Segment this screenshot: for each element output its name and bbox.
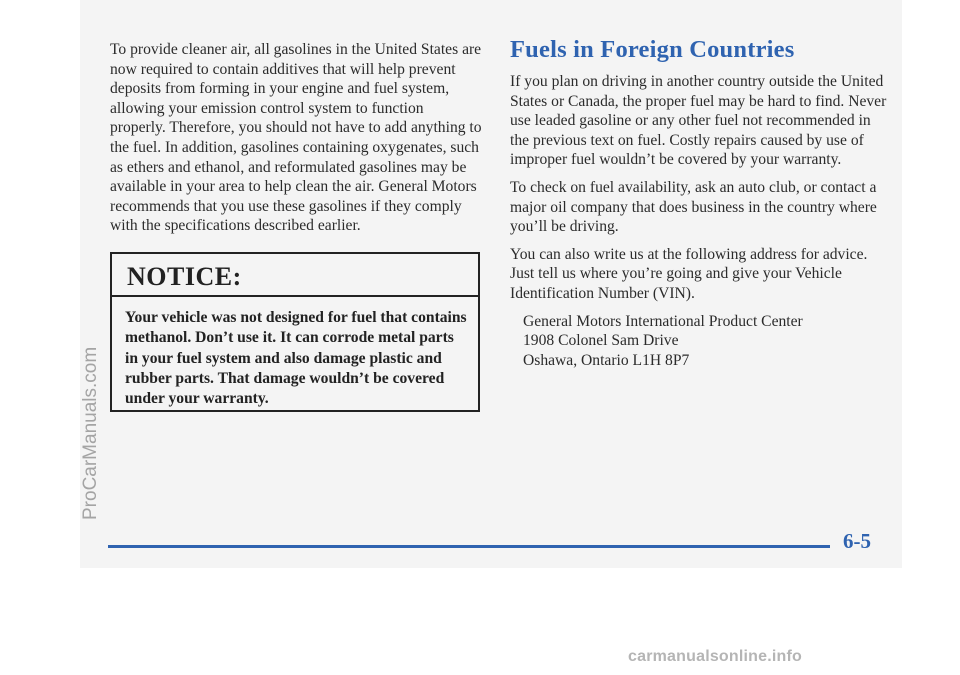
paragraph-foreign-fuel: If you plan on driving in another country outside the United States or Canada, the proper fuel may be hard to find. Never use leaded gasoline or any other fuel not recommended in the previous text on fuel. Costly repairs caused by use of improper fuel wouldn’t be covered by your warranty. xyxy=(510,73,887,169)
side-watermark-text: ProCarManuals.com xyxy=(80,346,101,520)
paragraph-fuel-availability: To check on fuel availability, ask an auto club, or contact a major oil company that does business in the country where you’ll be driving. xyxy=(510,178,877,236)
page-number: 6-5 xyxy=(843,529,871,553)
right-column xyxy=(510,36,890,370)
notice-heading: NOTICE: xyxy=(112,254,478,297)
address-block xyxy=(523,312,890,371)
notice-box xyxy=(110,252,480,412)
notice-text: Your vehicle was not designed for fuel that contains methanol. Don’t use it. It can corrode metal parts in your fuel system and also damage plastic and rubber parts. That damage wouldn’t be covered under your warranty. xyxy=(125,309,467,408)
bottom-divider xyxy=(108,545,830,548)
address-line: Oshawa, Ontario L1H 8P7 xyxy=(523,351,690,369)
paragraph-write-us: You can also write us at the following address for advice. Just tell us where you’re going and give your Vehicle Identification Number (VIN). xyxy=(510,245,868,302)
footer-watermark: carmanualsonline.info xyxy=(628,648,803,665)
address-line: 1908 Colonel Sam Drive xyxy=(523,332,679,350)
section-title: Fuels in Foreign Countries xyxy=(510,36,795,63)
left-column xyxy=(110,40,482,236)
intro-paragraph: To provide cleaner air, all gasolines in the United States are now required to contain additives that will help prevent deposits from forming in your engine and fuel system, allowing your emission control system to function properly. Therefore, you should not have to add anything to the fuel. In addition, gasolines containing oxygenates, such as ethers and ethanol, and reformulated gasolines may be available in your area to help clean the air. General Motors recommends that you use these gasolines if they comply with the specifications described earlier. xyxy=(110,41,482,235)
address-line: General Motors International Product Center xyxy=(523,312,803,330)
